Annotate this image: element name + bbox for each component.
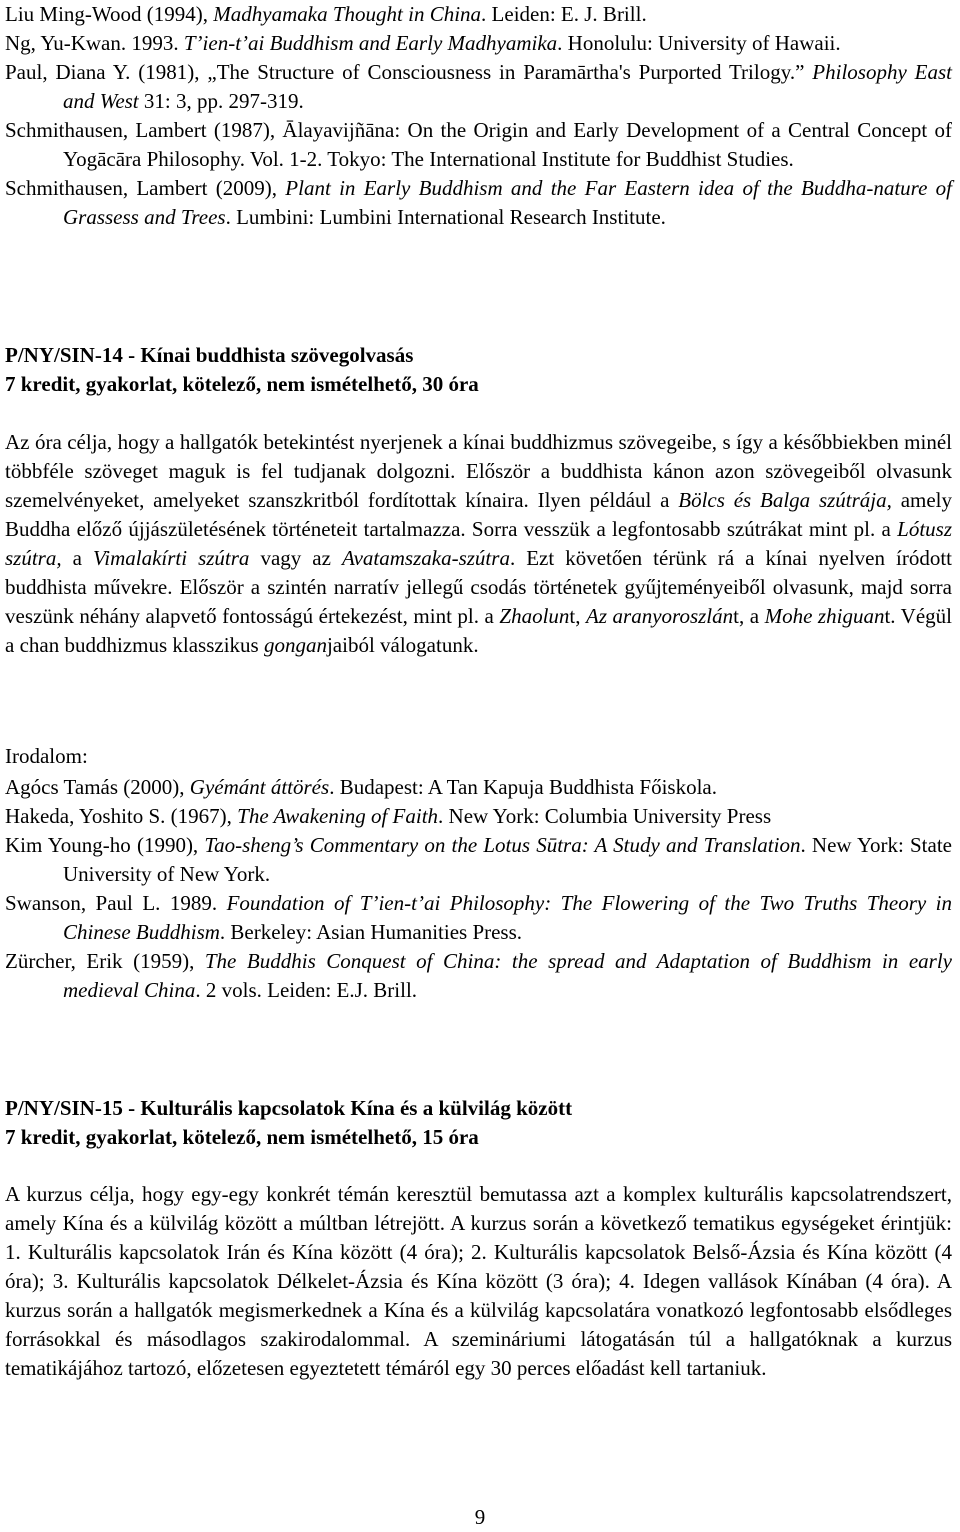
reference-item: [5, 29, 952, 58]
text-run: Az óra célja, hogy a hallgatók betekintést nyerjenek a kínai buddhizmus szövegeibe, s így a későbbiekben minél többféle szöveget maguk is fel tudjanak dolgozni. Először a buddhista kánon azon szövegeiből olvasunk szemelvényeket, amelyeket szanszkritból fordítottak kínaira. Ilyen például a: [5, 430, 952, 512]
ref-title: Gyémánt áttörés: [189, 775, 330, 799]
ref-text: Kim Young-ho (1990),: [5, 833, 205, 857]
text-run: . Ezt követően térünk rá a kínai nyelven íródott buddhista művekre. Először a szintén narratív jellegű csodás történetek gyűjteményeiből olvasunk, majd sorra veszünk néhány alapvető fontosságú értekezést, mint pl. a: [5, 546, 952, 628]
ref-text: Schmithausen, Lambert (1987), Ālayavijñāna: On the Origin and Early Development of a Central Concept of Yogācāra Philosophy. Vol. 1-2. Tokyo: The International Institute for Buddhist Studies.: [5, 118, 952, 171]
italic-title: Avatamszaka-szútra: [341, 546, 510, 570]
ref-title: Plant in Early Buddhism and the Far Eastern idea of the Buddha-nature of Grassess and Trees: [63, 176, 953, 229]
literature-list: [5, 773, 952, 1005]
ref-text: Hakeda, Yoshito S. (1967),: [5, 804, 238, 828]
ref-title: Foundation of T’ien-t’ai Philosophy: The Flowering of the Two Truths Theory in Chinese Buddhism: [63, 891, 952, 944]
course-details: 7 kredit, gyakorlat, kötelező, nem ismételhető, 30 óra: [5, 372, 479, 396]
ref-text: . Honolulu: University of Hawaii.: [557, 31, 841, 55]
ref-text: Zürcher, Erik (1959),: [5, 949, 205, 973]
ref-text: . New York: State University of New York.: [63, 833, 952, 886]
italic-title: Zhaolun: [499, 604, 570, 628]
ref-text: . New York: Columbia University Press: [438, 804, 772, 828]
ref-title: Philosophy East and West: [63, 60, 952, 113]
reference-item: [5, 947, 952, 1005]
italic-title: Mohe zhiguan: [764, 604, 885, 628]
reference-item: [5, 773, 952, 802]
course-title: P/NY/SIN-15 - Kulturális kapcsolatok Kína és a külvilág között: [5, 1096, 573, 1120]
ref-title: The Awakening of Faith: [237, 804, 439, 828]
italic-title: gongan: [263, 633, 327, 657]
course-description: A kurzus célja, hogy egy-egy konkrét témán keresztül bemutassa azt a komplex kulturális kapcsolatrendszert, amely Kína és a külvilág között a múltban létrejött. A kurzus során a következő tematikus egységeket érintjük: 1. Kulturális kapcsolatok Irán és Kína között (4 óra); 2. Kulturális kapcsolatok Belső-Ázsia és Kína között (4 óra); 3. Kulturális kapcsolatok Délkelet-Ázsia és Kína között (3 óra); 4. Idegen vallások Kínában (4 óra). A kurzus során a hallgatók megismerkednek a Kína és a külvilág kapcsolatára vonatkozó legfontosabb elsődleges forrásokkal és másodlagos szakirodalommal. A szemináriumi látogatásán túl a hallgatóknak a kurzus tematikájához tartozó, előzetesen egyeztetett témáról egy 30 perces előadást kell tartaniuk.: [5, 1182, 952, 1380]
text-run: a: [61, 546, 93, 570]
course-title: P/NY/SIN-14 - Kínai buddhista szövegolvasás: [5, 343, 414, 367]
italic-title: Lótusz szútra,: [5, 517, 952, 570]
reference-item: [5, 0, 952, 29]
text-run: vagy az: [249, 546, 342, 570]
top-reference-list: [5, 0, 952, 232]
ref-text: . Leiden: E. J. Brill.: [481, 2, 647, 26]
ref-title: The Buddhis Conquest of China: the spread and Adaptation of Buddhism in early medieval China: [63, 949, 952, 1002]
reference-item: [5, 889, 952, 947]
ref-title: Madhyamaka Thought in China: [213, 2, 482, 26]
course-section-15: [5, 1094, 952, 1152]
italic-title: Bölcs és Balga szútrája,: [678, 488, 892, 512]
text-run: jaiból válogatunk.: [326, 633, 479, 657]
reference-item: [5, 802, 952, 831]
reference-item: [5, 174, 952, 232]
italic-title: Vimalakírti szútra: [92, 546, 250, 570]
ref-title: Tao-sheng’s Commentary on the Lotus Sūtra: A Study and Translation: [204, 833, 801, 857]
text-run: t, a: [733, 604, 765, 628]
ref-text: Schmithausen, Lambert (2009),: [5, 176, 286, 200]
ref-text: Liu Ming-Wood (1994),: [5, 2, 214, 26]
text-run: t. Végül a chan buddhizmus klasszikus: [5, 604, 953, 657]
reference-item: [5, 58, 952, 116]
ref-text: Paul, Diana Y. (1981), „The Structure of Consciousness in Paramārtha's Purported Trilogy.”: [5, 60, 813, 84]
ref-text: . Lumbini: Lumbini International Research Institute.: [225, 205, 666, 229]
ref-text: . Budapest: A Tan Kapuja Buddhista Főiskola.: [329, 775, 717, 799]
reference-item: [5, 831, 952, 889]
text-run: amely Buddha előző újjászületésének történeteit tartalmazza. Sorra vesszük a legfontosabb szútrákat mint pl. a: [5, 488, 953, 541]
text-run: t,: [569, 604, 587, 628]
course-section-14: [5, 341, 952, 399]
ref-text: . 2 vols. Leiden: E.J. Brill.: [195, 978, 418, 1002]
ref-text: Swanson, Paul L. 1989.: [5, 891, 227, 915]
page-number: 9: [474, 1505, 486, 1529]
literature-label: Irodalom:: [5, 744, 88, 768]
italic-title: Az aranyoroszlán: [586, 604, 734, 628]
literature-section: [5, 742, 952, 771]
ref-text: Ng, Yu-Kwan. 1993.: [5, 31, 184, 55]
ref-text: Agócs Tamás (2000),: [5, 775, 190, 799]
reference-item: [5, 116, 952, 174]
course-description: [5, 428, 952, 660]
ref-text: 31: 3, pp. 297-319.: [138, 89, 304, 113]
ref-title: T’ien-t’ai Buddhism and Early Madhyamika: [183, 31, 558, 55]
course-details: 7 kredit, gyakorlat, kötelező, nem ismételhető, 15 óra: [5, 1125, 479, 1149]
ref-text: . Berkeley: Asian Humanities Press.: [219, 920, 523, 944]
